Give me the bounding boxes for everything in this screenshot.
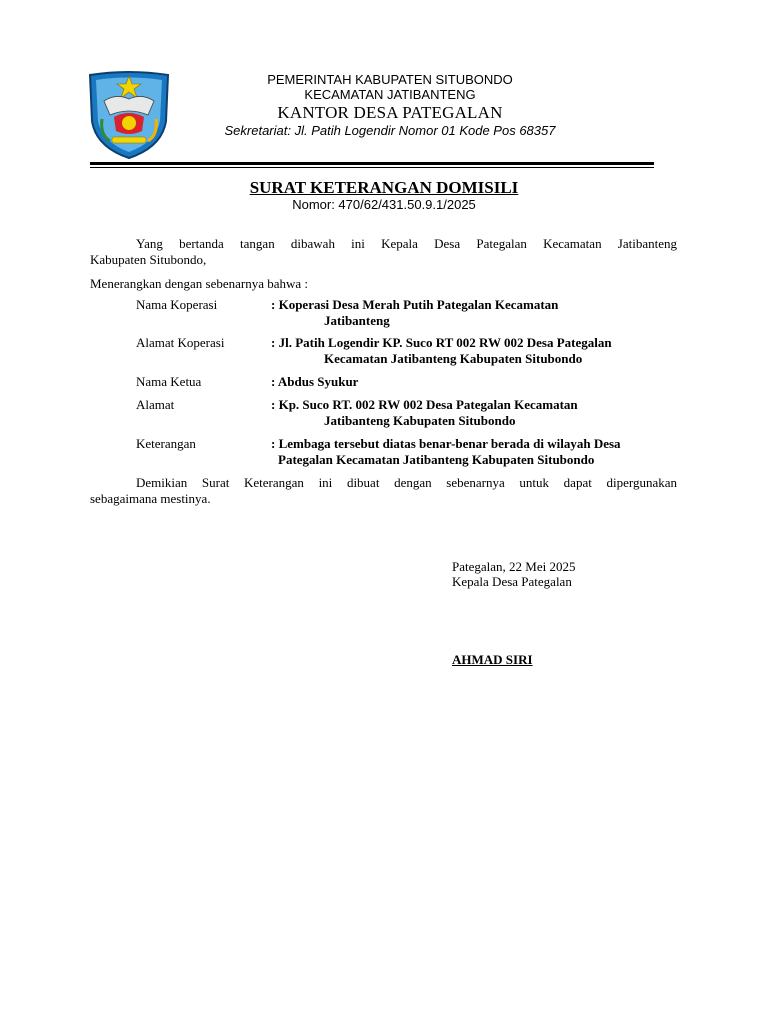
field-value-alamat: : Kp. Suco RT. 002 RW 002 Desa Pategalan Kecamatan Jatibanteng Kabupaten Situbondo — [271, 397, 578, 428]
field-value-keterangan: : Lembaga tersebut diatas benar-benar berada di wilayah Desa Pategalan Kecamatan Jatibanteng Kabupaten Situbondo — [271, 436, 621, 467]
signature-position: Kepala Desa Pategalan — [452, 574, 572, 589]
field-label-alamat-koperasi: Alamat Koperasi — [136, 335, 225, 350]
situbondo-regency-emblem-icon — [86, 71, 172, 159]
document-number: Nomor: 470/62/431.50.9.1/2025 — [292, 197, 476, 212]
signature-place-date: Pategalan, 22 Mei 2025 — [452, 559, 576, 574]
closing-paragraph-line2: sebagaimana mestinya. — [90, 491, 211, 506]
header-address: Sekretariat: Jl. Patih Logendir Nomor 01 Kode Pos 68357 — [224, 123, 556, 138]
intro-statement: Menerangkan dengan sebenarnya bahwa : — [90, 276, 309, 291]
header-government-line: PEMERINTAH KABUPATEN SITUBONDO — [267, 72, 513, 87]
header-district-line: KECAMATAN JATIBANTENG — [304, 87, 476, 102]
signatory-name: AHMAD SIRI — [452, 652, 533, 667]
field-value-nama-koperasi: : Koperasi Desa Merah Putih Pategalan Kecamatan Jatibanteng — [271, 297, 559, 328]
field-value-alamat-koperasi: : Jl. Patih Logendir KP. Suco RT 002 RW 002 Desa Pategalan Kecamatan Jatibanteng Kabupaten Situbondo — [271, 335, 612, 366]
document-title: SURAT KETERANGAN DOMISILI — [249, 178, 519, 197]
field-label-alamat: Alamat — [136, 397, 175, 412]
field-value-nama-ketua: : Abdus Syukur — [271, 374, 359, 389]
field-label-nama-ketua: Nama Ketua — [136, 374, 202, 389]
intro-paragraph-line1: Yang bertanda tangan dibawah ini Kepala Desa Pategalan Kecamatan Jatibanteng — [136, 236, 677, 251]
header-divider-thin — [90, 167, 654, 168]
intro-paragraph-line2: Kabupaten Situbondo, — [90, 252, 207, 267]
field-label-keterangan: Keterangan — [136, 436, 196, 451]
field-label-nama-koperasi: Nama Koperasi — [136, 297, 218, 312]
header-office-name: KANTOR DESA PATEGALAN — [277, 103, 503, 122]
header-divider-thick — [90, 162, 654, 165]
closing-paragraph-line1: Demikian Surat Keterangan ini dibuat dengan sebenarnya untuk dapat dipergunakan — [136, 475, 677, 490]
